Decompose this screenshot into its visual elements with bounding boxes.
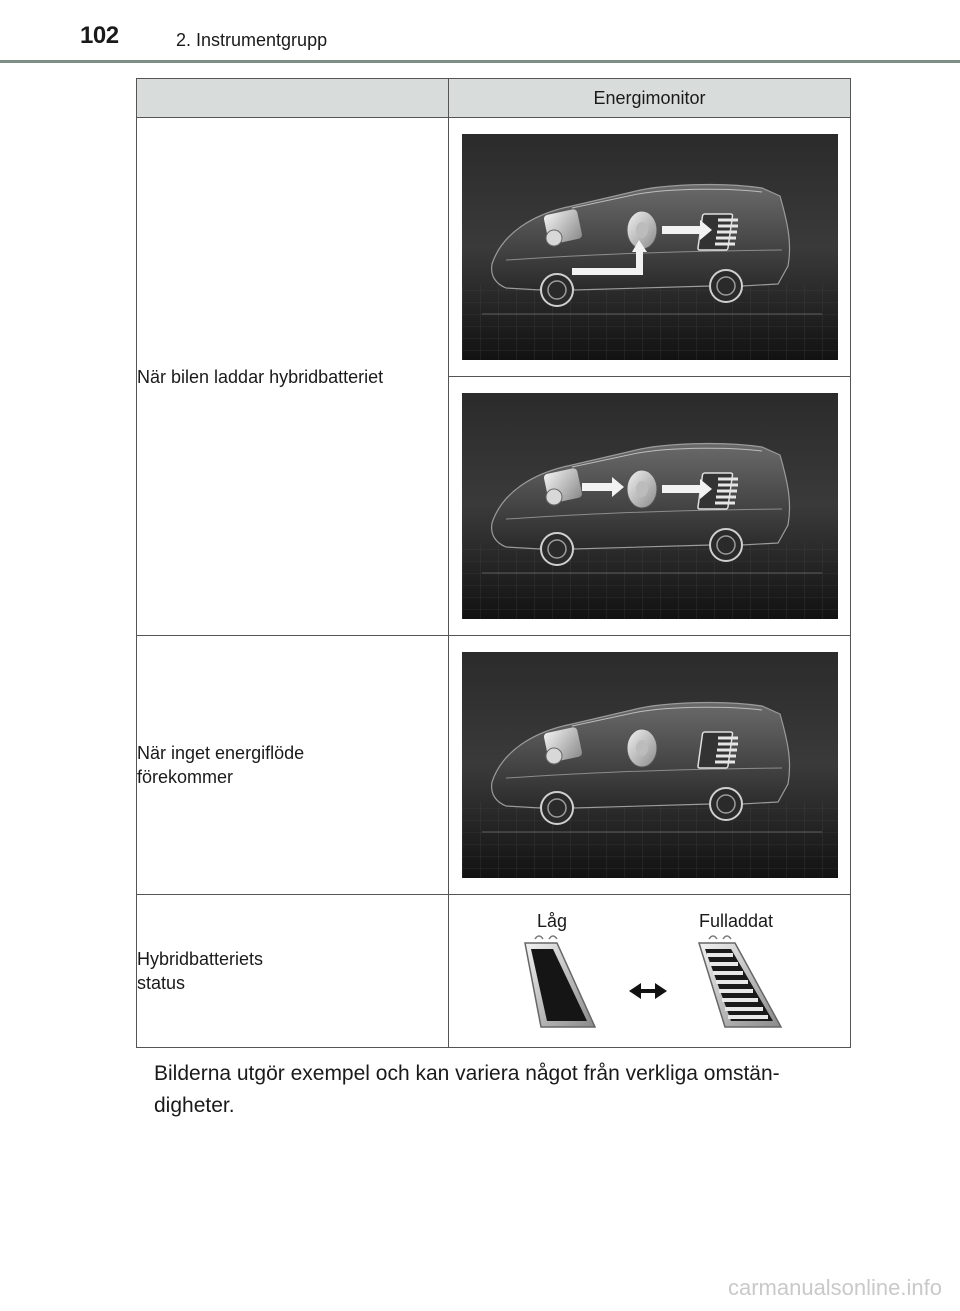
energy-image-no-flow bbox=[449, 636, 851, 895]
energy-monitor-table bbox=[136, 78, 851, 1048]
car-energy-flow-illustration bbox=[462, 134, 838, 360]
energy-image-charging-2 bbox=[449, 377, 851, 636]
page-number: 102 bbox=[80, 22, 119, 49]
battery-status-cell bbox=[449, 895, 851, 1048]
watermark: carmanualsonline.info bbox=[727, 1275, 942, 1300]
row-label-line: status bbox=[137, 973, 186, 993]
battery-low-label: Låg bbox=[537, 911, 568, 931]
footnote: Bilderna utgör exempel och kan variera något från verkliga omstän-digheter. bbox=[154, 1062, 780, 1117]
row-label-line: När inget energiflöde bbox=[137, 743, 305, 763]
double-arrow-icon bbox=[629, 983, 667, 999]
row-label-charging: När bilen laddar hybridbatteriet bbox=[137, 118, 449, 636]
row-label-line: förekommer bbox=[137, 767, 234, 787]
section-title: 2. Instrumentgrupp bbox=[176, 30, 328, 50]
car-energy-flow-illustration bbox=[462, 652, 838, 878]
row-label-no-energy-flow bbox=[137, 636, 449, 895]
battery-full-icon bbox=[699, 936, 781, 1027]
battery-full-label: Fulladdat bbox=[699, 911, 774, 931]
table-header-empty bbox=[137, 79, 449, 118]
energy-image-charging-1 bbox=[449, 118, 851, 377]
car-energy-flow-illustration bbox=[462, 393, 838, 619]
battery-empty-icon bbox=[525, 936, 595, 1027]
row-label-line: Hybridbatteriets bbox=[137, 949, 264, 969]
row-label-battery-status bbox=[137, 895, 449, 1048]
table-header-energimonitor: Energimonitor bbox=[449, 79, 851, 118]
header-rule bbox=[0, 60, 960, 63]
